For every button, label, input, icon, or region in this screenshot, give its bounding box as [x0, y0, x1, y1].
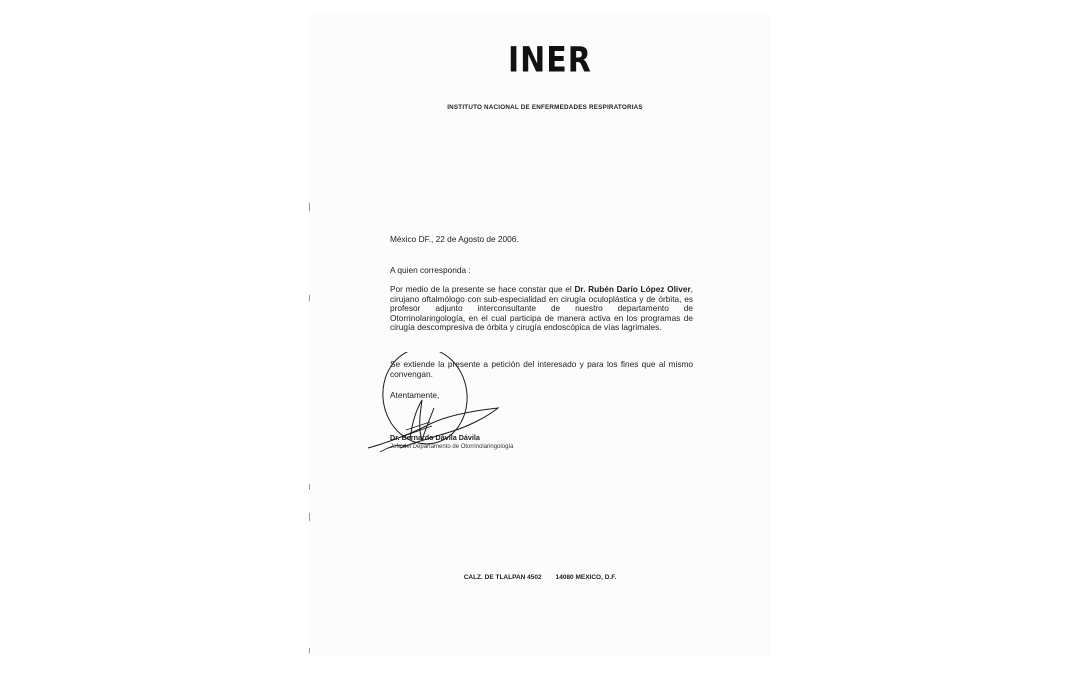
signer-name: Dr. Bernardo Dávila Dávila: [390, 433, 480, 442]
scan-margin-mark: [309, 513, 310, 521]
scan-margin-mark: [309, 484, 310, 490]
signer-title: Jefe del Departamento de Otorrinolaringología: [390, 444, 514, 450]
footer-city: 14080 MEXICO, D.F.: [555, 574, 617, 581]
iner-logo: INER: [508, 40, 592, 81]
paragraph-rest: , cirujano oftalmólogo con sub-especialidad en cirugía oculoplástica y de órbita, es profesor adjunto interconsultante de nuestro departamento de Otorrinolaringología, en el cual participa de manera activa en los programas de cirugía descompresiva de órbita y cirugía endoscópica de vías lagrimales.: [390, 284, 693, 333]
closing: Atentamente,: [390, 390, 440, 400]
paragraph-body: [390, 285, 693, 333]
footer-street: CALZ. DE TLALPAN 4502: [463, 574, 542, 581]
scan-margin-mark: [309, 203, 310, 211]
footer-address-block: [440, 574, 640, 581]
doctor-name: Dr. Rubén Darío López Oliver: [574, 284, 691, 294]
scan-margin-mark: [309, 648, 310, 653]
paragraph-request: Se extiende la presente a petición del interesado y para los fines que al mismo convengan.: [390, 359, 693, 379]
scan-margin-mark: [309, 295, 310, 301]
date-line: México DF., 22 de Agosto de 2006.: [390, 234, 519, 244]
salutation: A quien corresponda :: [390, 265, 471, 275]
institute-name: INSTITUTO NACIONAL DE ENFERMEDADES RESPIRATORIAS: [447, 104, 643, 111]
paragraph-intro: Por medio de la presente se hace constar que el: [390, 284, 575, 294]
